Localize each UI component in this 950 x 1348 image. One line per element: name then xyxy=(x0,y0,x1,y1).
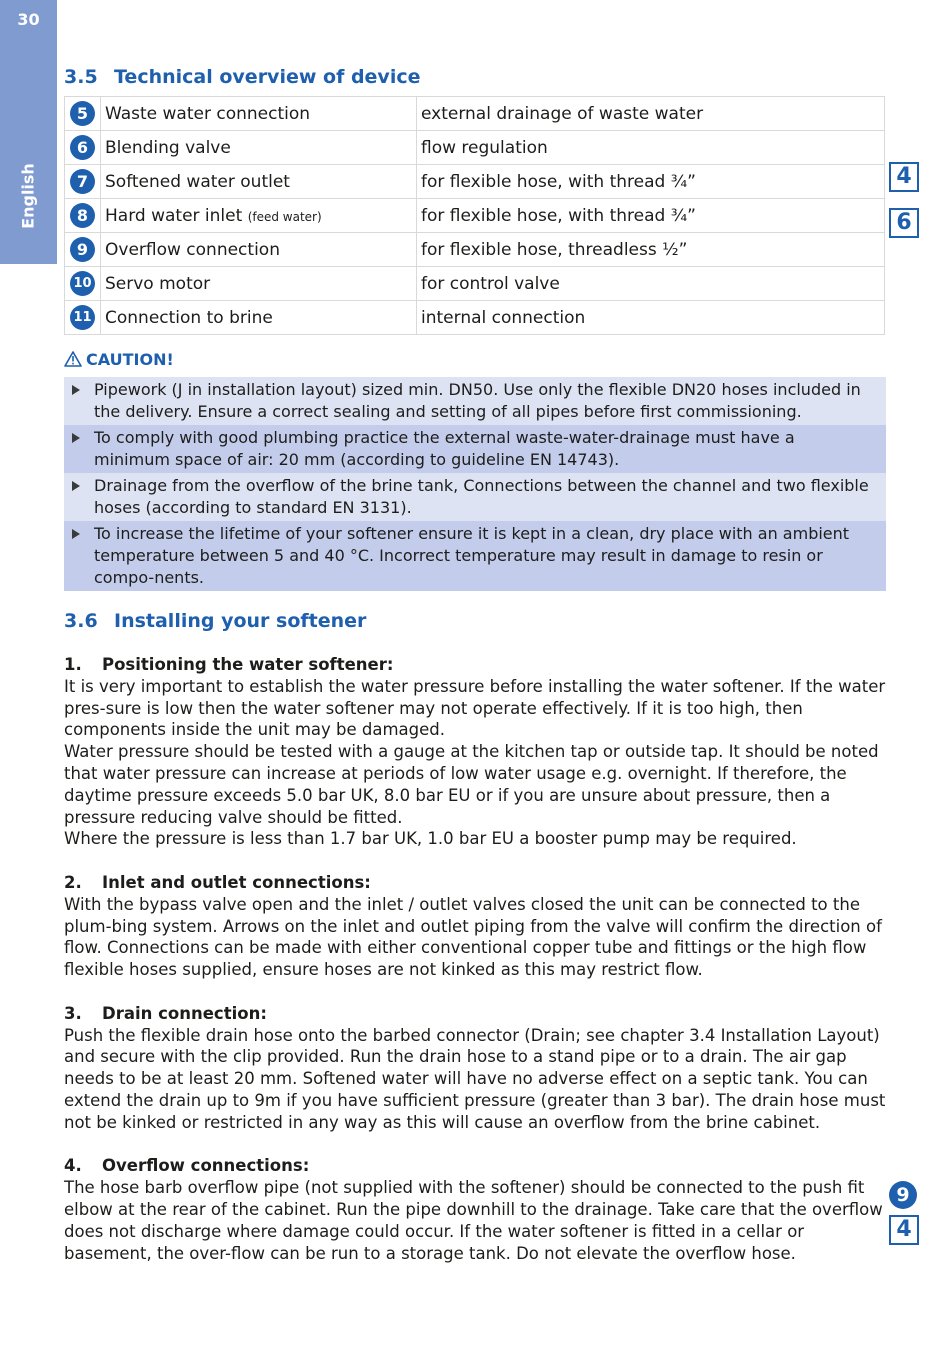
figure-reference-4: 4 xyxy=(889,162,919,192)
table-row xyxy=(65,301,885,335)
part-number-badge: 7 xyxy=(70,169,95,194)
figure-reference-6: 6 xyxy=(889,208,919,238)
triangle-bullet-icon xyxy=(72,529,80,539)
part-name: Softened water outlet xyxy=(105,171,290,192)
caution-text: Drainage from the overflow of the brine tank, Connections between the channel and two flexible hoses (according to standard EN 3131). xyxy=(94,476,869,517)
figure-reference-4-bottom: 4 xyxy=(889,1215,919,1245)
triangle-bullet-icon xyxy=(72,433,80,443)
table-row xyxy=(65,97,885,131)
part-description: for flexible hose, with thread ¾” xyxy=(417,199,885,233)
part-number-badge: 6 xyxy=(70,135,95,160)
triangle-bullet-icon xyxy=(72,385,80,395)
part-number-badge: 9 xyxy=(70,237,95,262)
part-name: Servo motor xyxy=(105,273,211,294)
part-name: Overflow connection xyxy=(105,239,280,260)
step-paragraph: Where the pressure is less than 1.7 bar UK, 1.0 bar EU a booster pump may be required. xyxy=(64,829,797,849)
step-heading: 3. Drain connection: xyxy=(64,1003,267,1023)
section-title: Technical overview of device xyxy=(114,66,421,88)
table-row xyxy=(65,267,885,301)
caution-item xyxy=(64,473,886,521)
section-heading-3-6 xyxy=(64,610,366,632)
caution-item xyxy=(64,521,886,591)
section-number: 3.5 xyxy=(64,66,98,88)
warning-triangle-icon xyxy=(64,351,82,367)
part-name: Waste water connection xyxy=(105,103,311,124)
part-description: for flexible hose, with thread ¾” xyxy=(417,165,885,199)
caution-text: To comply with good plumbing practice the external waste-water-drainage must have a minimum space of air: 20 mm (according to guideline EN 14743). xyxy=(94,428,795,469)
part-description: flow regulation xyxy=(417,131,885,165)
part-name: Hard water inlet xyxy=(105,205,243,226)
step-paragraph: Push the flexible drain hose onto the barbed connector (Drain; see chapter 3.4 Installation Layout) and secure with the clip provided. Run the drain hose to a stand pipe or to a drain. The air gap needs to be at least 20 mm. Softened water will have no adverse effect on a septic tank. You can extend the drain up to 9m if you have sufficient pressure (greater than 3 bar). The drain hose must not be kinked or restricted in any way as this will cause an overflow from the brine cabinet. xyxy=(64,1025,886,1132)
table-row xyxy=(65,165,885,199)
part-number-badge: 10 xyxy=(70,271,95,296)
installation-steps xyxy=(64,654,886,1264)
page-number: 30 xyxy=(17,10,40,29)
table-row xyxy=(65,199,885,233)
caution-item xyxy=(64,377,886,425)
step-paragraph: The hose barb overflow pipe (not supplied with the softener) should be connected to the push fit elbow at the rear of the cabinet. Run the pipe downhill to the drainage. Take care that the overflow does not discharge where damage could occur. If the water softener is fitted in a cellar or basement, the over-flow can be run to a storage tank. Do not elevate the overflow hose. xyxy=(64,1178,883,1263)
triangle-bullet-icon xyxy=(72,481,80,491)
part-note: (feed water) xyxy=(247,209,322,224)
step-paragraph: With the bypass valve open and the inlet / outlet valves closed the unit can be connected to the plum-bing system. Arrows on the inlet and outlet piping from the valve will confirm the direction of flow. Connections can be made with either conventional copper tube and fittings or the high flow flexible hoses supplied, ensure hoses are not kinked as this may restrict flow. xyxy=(64,894,882,980)
part-description: for flexible hose, threadless ½” xyxy=(417,233,885,267)
section-title: Installing your softener xyxy=(114,610,367,632)
caution-title: CAUTION! xyxy=(86,350,174,369)
step-paragraph: Water pressure should be tested with a gauge at the kitchen tap or outside tap. It should be noted that water pressure can increase at periods of low water usage e.g. overnight. If therefore, the daytime pressure exceeds 5.0 bar UK, 8.0 bar EU or if you are unsure about pressure, then a pressure reducing valve should be fitted. xyxy=(64,742,879,827)
language-side-tab xyxy=(0,0,57,264)
part-number-badge: 5 xyxy=(70,101,95,126)
part-description: internal connection xyxy=(417,301,885,335)
caution-text: Pipework (J in installation layout) sized min. DN50. Use only the flexible DN20 hoses included in the delivery. Ensure a correct sealing and setting of all pipes before first commissioning. xyxy=(94,380,861,421)
technical-overview-table xyxy=(64,96,885,335)
caution-list xyxy=(64,377,886,591)
figure-reference-9: 9 xyxy=(889,1181,917,1209)
caution-text: To increase the lifetime of your softener ensure it is kept in a clean, dry place with an ambient temperature between 5 and 40 °C. Incorrect temperature may result in damage to resin or compo-nents. xyxy=(94,524,850,587)
table-row xyxy=(65,233,885,267)
table-row xyxy=(65,131,885,165)
caution-item xyxy=(64,425,886,473)
caution-heading xyxy=(64,350,174,369)
step-paragraph: It is very important to establish the water pressure before installing the water softener. If the water pres-sure is low then the water softener may not operate effectively. If it is too high, then components inside the unit may be damaged. xyxy=(64,676,886,740)
part-number-badge: 8 xyxy=(70,203,95,228)
part-description: external drainage of waste water xyxy=(417,97,885,131)
part-name: Blending valve xyxy=(105,137,231,158)
part-description: for control valve xyxy=(417,267,885,301)
part-number-badge: 11 xyxy=(70,305,95,330)
section-number: 3.6 xyxy=(64,610,98,632)
language-label: English xyxy=(18,163,38,229)
part-name: Connection to brine xyxy=(105,307,273,328)
step-heading: 4. Overflow connections: xyxy=(64,1156,310,1176)
step-heading: 1. Positioning the water softener: xyxy=(64,655,394,674)
step-heading: 2. Inlet and outlet connections: xyxy=(64,872,371,892)
section-heading-3-5 xyxy=(64,66,420,88)
